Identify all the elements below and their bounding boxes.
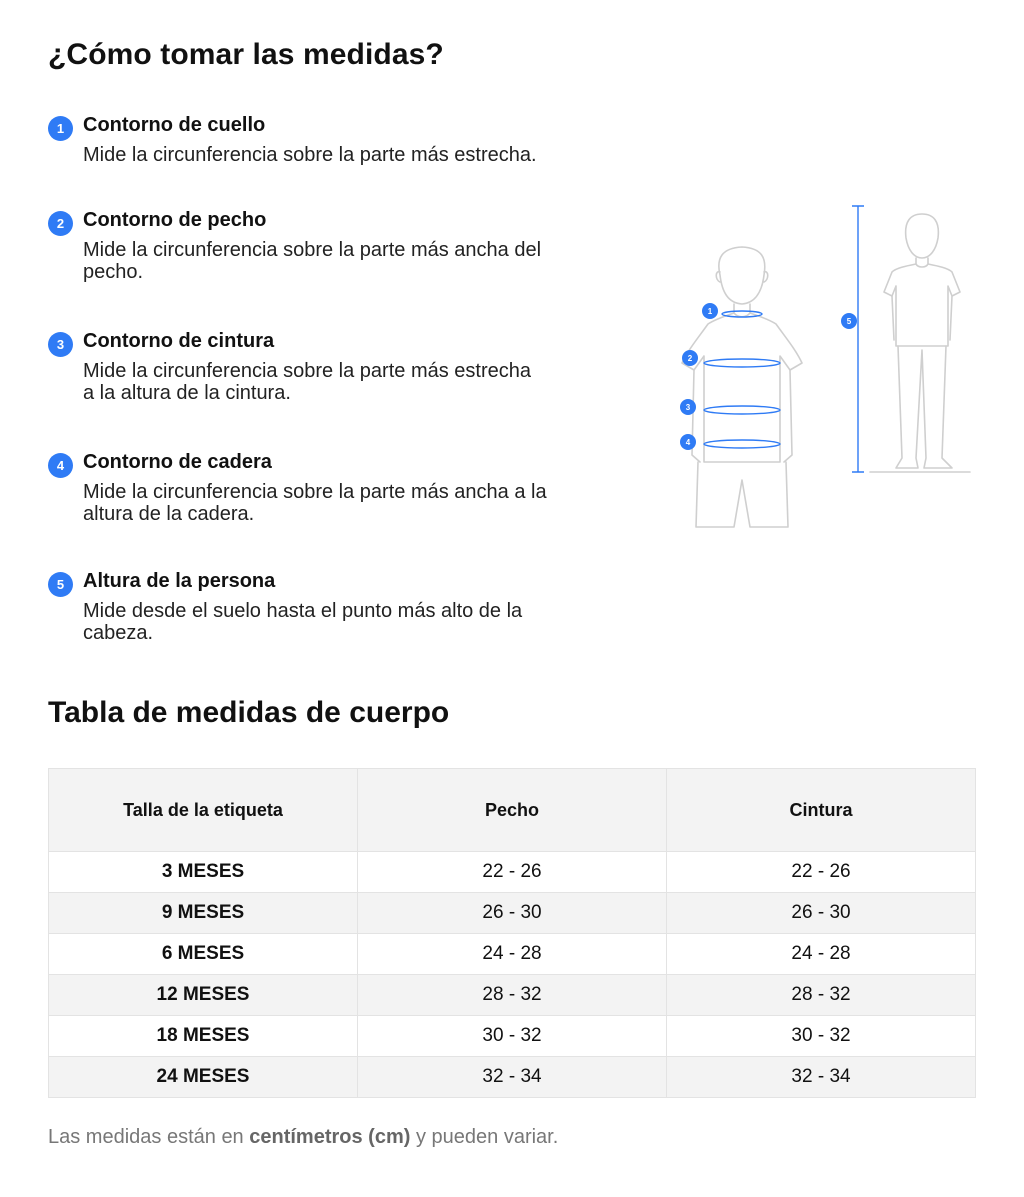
child-side-figure: [870, 214, 970, 472]
units-note: [48, 1126, 558, 1149]
step-description-line: Mide la circunferencia sobre la parte más ancha a la: [83, 481, 547, 503]
table-row: [49, 1057, 976, 1098]
marker-1-icon: [702, 303, 718, 319]
column-header-chest: Pecho: [358, 769, 667, 852]
marker-4-icon: [680, 434, 696, 450]
table-header-row: [49, 769, 976, 852]
step-description-line: a la altura de la cintura.: [83, 382, 291, 404]
table-row: [49, 975, 976, 1016]
svg-text:4: 4: [685, 438, 691, 447]
svg-text:5: 5: [846, 317, 852, 326]
waist-cell: 24 - 28: [667, 934, 976, 975]
step-number-badge: 5: [48, 572, 73, 597]
step-description-line: pecho.: [83, 261, 144, 283]
units-note-prefix: Las medidas están en: [48, 1126, 250, 1148]
units-note-bold: centímetros (cm): [249, 1126, 411, 1148]
column-header-size: Talla de la etiqueta: [49, 769, 358, 852]
size-cell: 9 MESES: [49, 893, 358, 934]
height-measurement-line: [852, 206, 864, 472]
step-description-line: Mide desde el suelo hasta el punto más alto de la: [83, 600, 523, 622]
table-row: [49, 893, 976, 934]
measurement-illustration: [670, 200, 990, 535]
waist-measurement-line: [704, 406, 780, 414]
marker-3-icon: [680, 399, 696, 415]
svg-text:1: 1: [707, 307, 713, 316]
svg-text:2: 2: [687, 354, 693, 363]
step-description: [83, 481, 573, 525]
size-table: [48, 768, 976, 1098]
step-number-badge: 4: [48, 453, 73, 478]
size-cell: 24 MESES: [49, 1057, 358, 1098]
measurement-lines: [704, 206, 864, 472]
step-description: [83, 239, 573, 283]
step-description-line: Mide la circunferencia sobre la parte más estrecha: [83, 360, 531, 382]
waist-cell: 26 - 30: [667, 893, 976, 934]
marker-2-icon: [682, 350, 698, 366]
child-front-figure: [682, 247, 802, 527]
step-description-line: altura de la cadera.: [83, 503, 255, 525]
column-header-waist: Cintura: [667, 769, 976, 852]
step-title: Contorno de cintura: [83, 330, 275, 352]
table-title: Tabla de medidas de cuerpo: [48, 696, 450, 729]
waist-cell: 28 - 32: [667, 975, 976, 1016]
step-title: Contorno de cadera: [83, 451, 272, 473]
size-cell: 18 MESES: [49, 1016, 358, 1057]
step-description: [83, 360, 573, 404]
size-cell: 6 MESES: [49, 934, 358, 975]
table-row: [49, 934, 976, 975]
waist-cell: 30 - 32: [667, 1016, 976, 1057]
chest-cell: 30 - 32: [358, 1016, 667, 1057]
step-number-badge: 2: [48, 211, 73, 236]
hip-measurement-line: [704, 440, 780, 448]
waist-cell: 32 - 34: [667, 1057, 976, 1098]
step-description: [83, 600, 573, 644]
step-description-line: Mide la circunferencia sobre la parte más estrecha.: [83, 144, 537, 166]
chest-cell: 32 - 34: [358, 1057, 667, 1098]
size-cell: 12 MESES: [49, 975, 358, 1016]
table-row: [49, 1016, 976, 1057]
step-title: Contorno de pecho: [83, 209, 267, 231]
chest-cell: 22 - 26: [358, 852, 667, 893]
step-title: Altura de la persona: [83, 570, 276, 592]
chest-cell: 28 - 32: [358, 975, 667, 1016]
units-note-suffix: y pueden variar.: [410, 1126, 559, 1148]
step-title: Contorno de cuello: [83, 114, 266, 136]
chest-measurement-line: [704, 359, 780, 367]
waist-cell: 22 - 26: [667, 852, 976, 893]
chest-cell: 24 - 28: [358, 934, 667, 975]
size-cell: 3 MESES: [49, 852, 358, 893]
marker-5-icon: [841, 313, 857, 329]
table-row: [49, 852, 976, 893]
svg-text:3: 3: [685, 403, 691, 412]
chest-cell: 26 - 30: [358, 893, 667, 934]
step-description: [83, 144, 573, 166]
step-description-line: Mide la circunferencia sobre la parte más ancha del: [83, 239, 542, 261]
step-description-line: cabeza.: [83, 622, 154, 644]
step-number-badge: 3: [48, 332, 73, 357]
page-title: ¿Cómo tomar las medidas?: [48, 38, 444, 71]
step-number-badge: 1: [48, 116, 73, 141]
